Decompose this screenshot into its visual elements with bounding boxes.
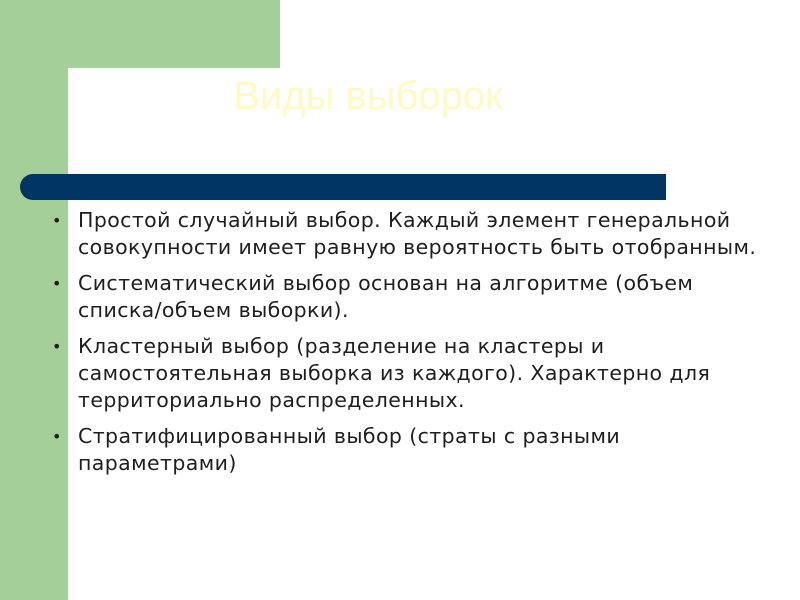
list-item (52, 423, 772, 477)
list-item-text: Кластерный выбор (разделение на кластеры и самостоятельная выборка из каждого). Характерно для территориально распределенных. (78, 334, 711, 412)
list-item-text: Систематический выбор основан на алгоритме (объем списка/объем выборки). (78, 271, 694, 322)
list-item-text: Стратифицированный выбор (страты с разными параметрами) (78, 424, 621, 475)
bullet-dot-icon: • (52, 274, 62, 293)
list-item (52, 270, 772, 324)
bullet-dot-icon: • (52, 337, 62, 356)
green-top-band (0, 0, 280, 68)
list-item (52, 333, 772, 414)
bullet-list (52, 207, 772, 486)
bullet-dot-icon: • (52, 427, 62, 446)
bullet-dot-icon: • (52, 211, 62, 230)
list-item (52, 207, 772, 261)
list-item-text: Простой случайный выбор. Каждый элемент генеральной совокупности имеет равную вероятность быть отобранным. (78, 208, 757, 259)
slide-title: Виды выборок (233, 74, 503, 118)
title-divider-bar (20, 174, 666, 200)
